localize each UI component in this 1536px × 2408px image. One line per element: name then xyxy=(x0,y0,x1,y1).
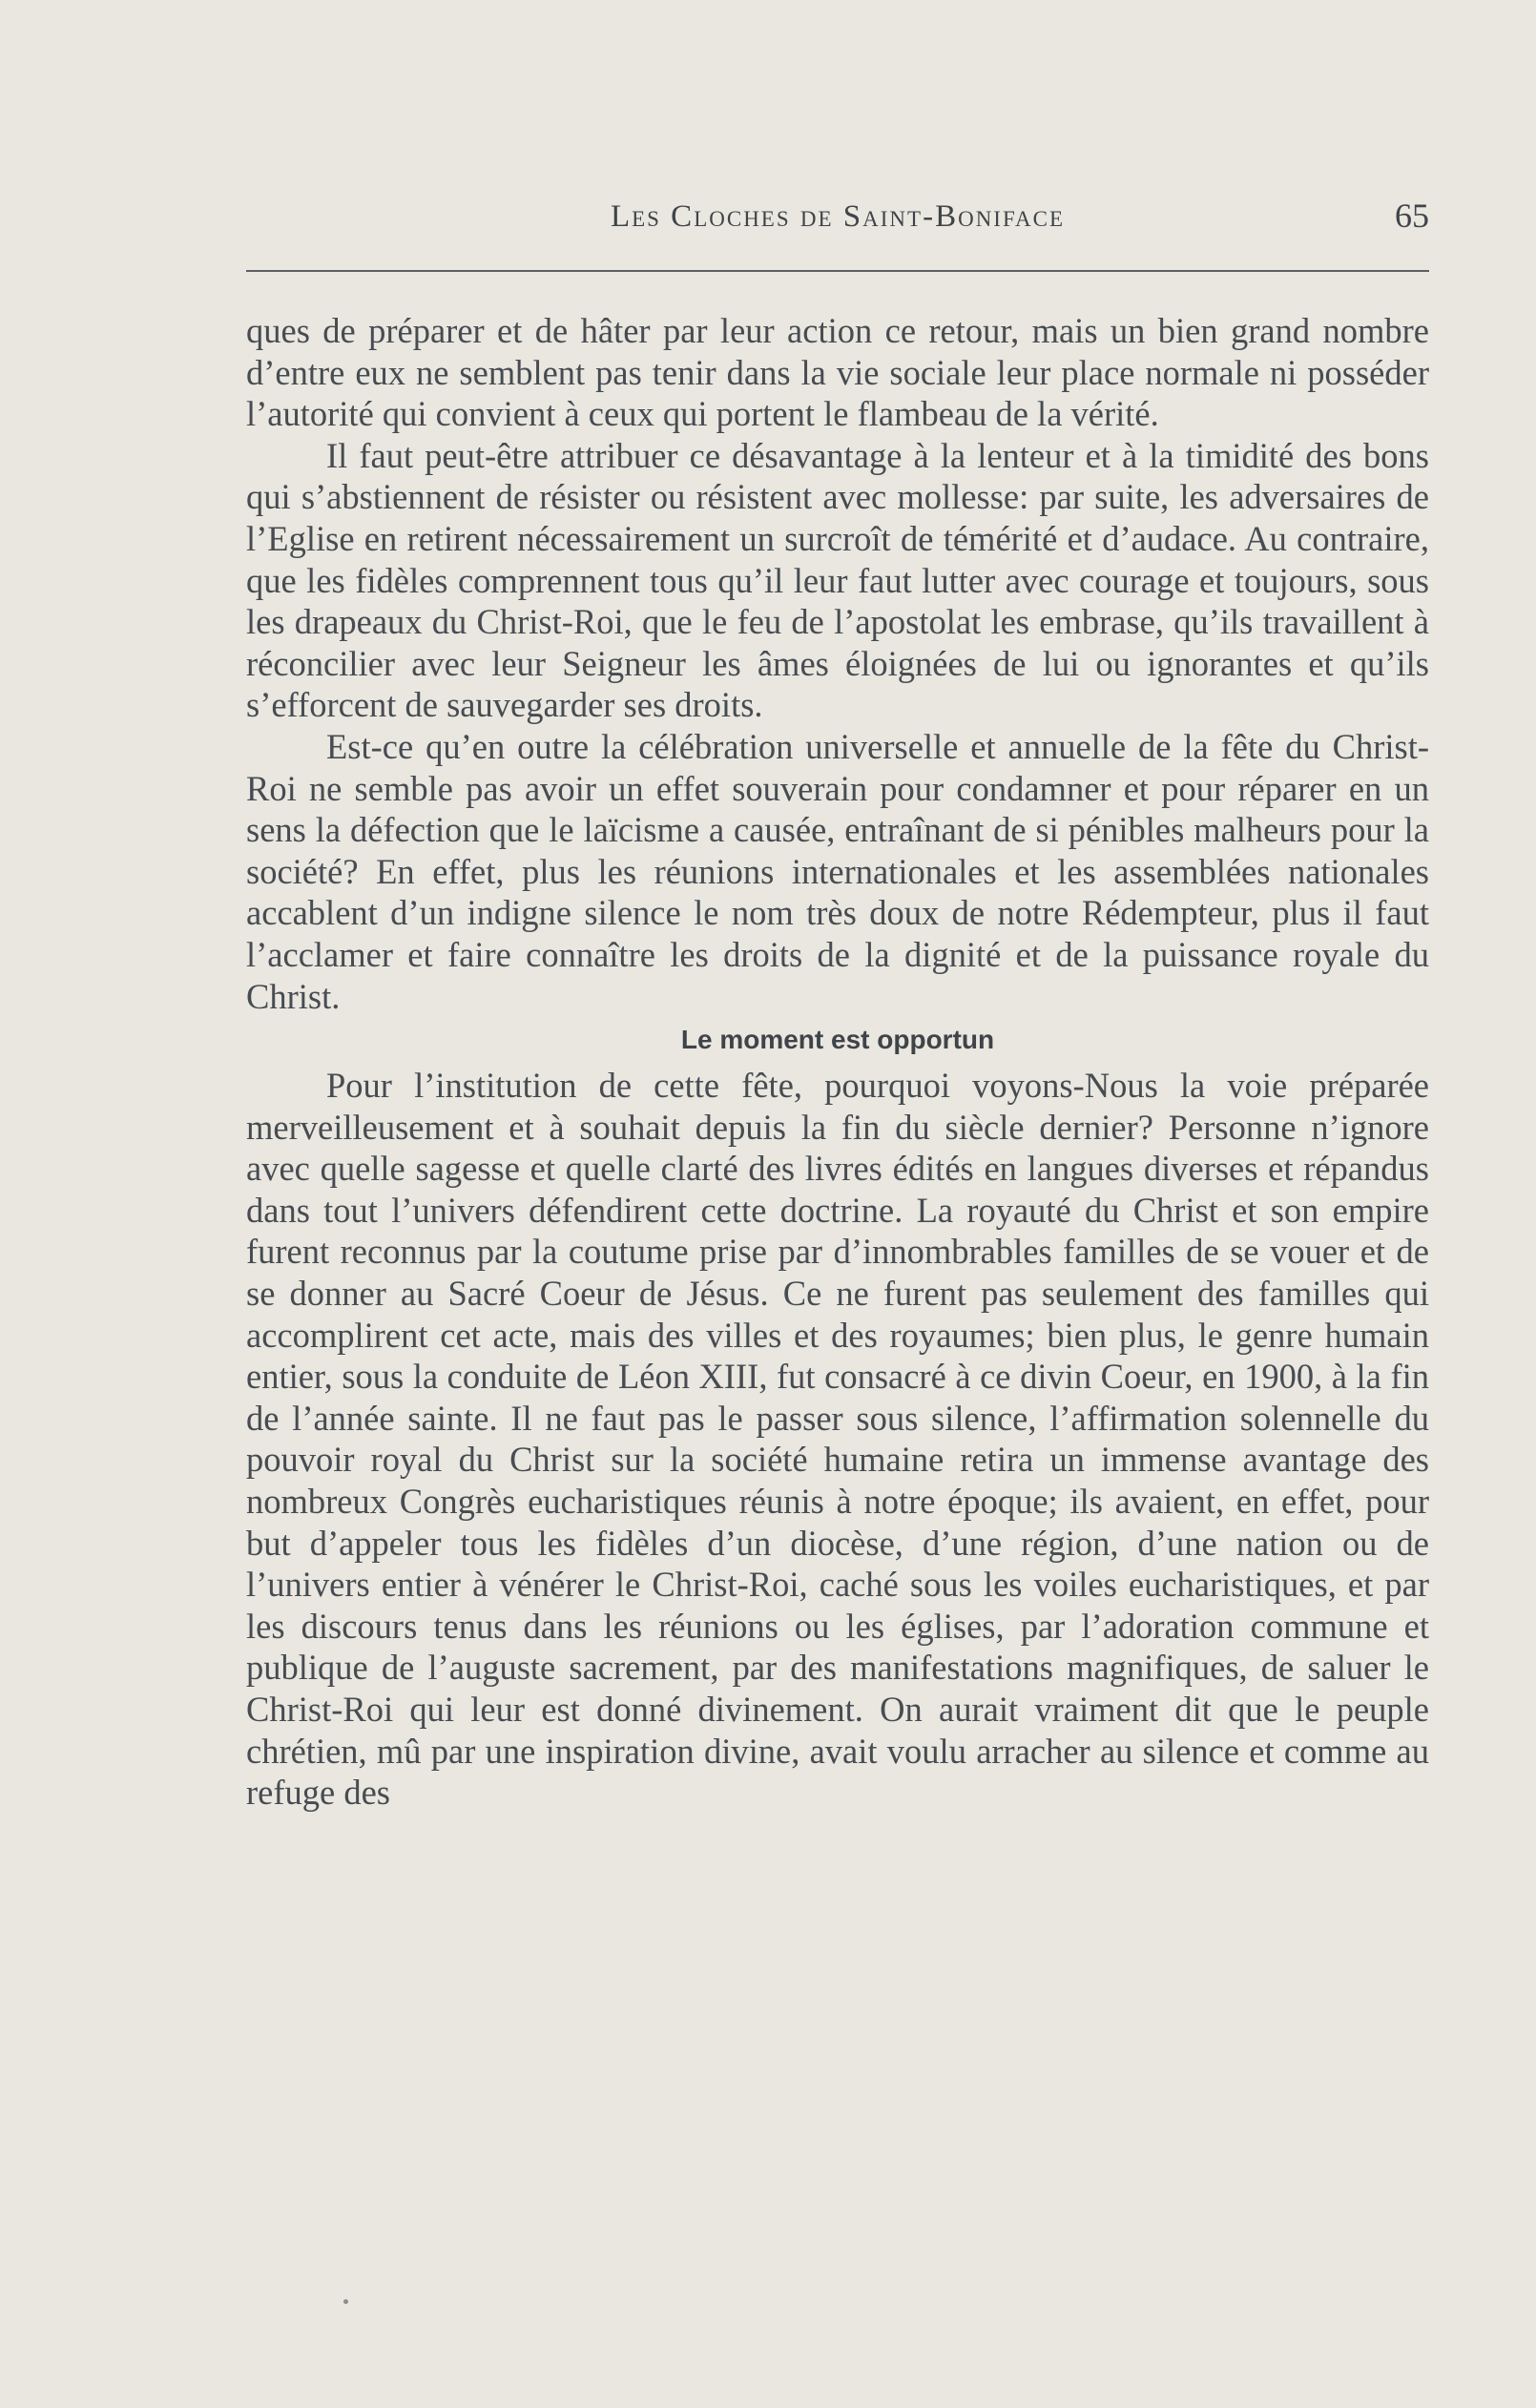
paragraph: ques de préparer et de hâter par leur action ce retour, mais un bien grand nombre d’entre eux ne semblent pas tenir dans la vie sociale leur place normale ni posséder l’autorité qui convient à ceux qui portent le flambeau de la vérité. xyxy=(246,311,1429,434)
paragraph: Est-ce qu’en outre la célébration universelle et annuelle de la fête du Christ-Roi ne semble pas avoir un effet souverain pour condamner et pour réparer en un sens la défection que le laïcisme a causée, entraînant de si pénibles malheurs pour la société? En effet, plus les réunions internationales et les assemblées nationales accablent d’un indigne silence le nom très doux de notre Rédempteur, plus il faut l’acclamer et faire connaître les droits de la dignité et de la puissance royale du Christ. xyxy=(246,726,1429,1016)
running-title: Les Cloches de Saint-Boniface xyxy=(610,199,1066,234)
paragraph: Pour l’institution de cette fête, pourquoi voyons-Nous la voie préparée merveilleusement et à souhait depuis la fin du siècle dernier? Personne n’ignore avec quelle sagesse et quelle clarté des livres édités en langues diverses et répandus dans tout l’univers défendirent cette doctrine. La royauté du Christ et son empire furent reconnus par la coutume prise par d’innombrables familles de se vouer et de se donner au Sacré Coeur de Jésus. Ce ne furent pas seulement des familles qui accomplirent cet acte, mais des villes et des royaumes; bien plus, le genre humain entier, sous la conduite de Léon XIII, fut consacré à ce divin Coeur, en 1900, à la fin de l’année sainte. Il ne faut pas le passer sous silence, l’affirmation solennelle du pouvoir royal du Christ sur la société humaine retira un immense avantage des nombreux Congrès eucharistiques réunis à notre époque; ils avaient, en effet, pour but d’appeler tous les fidèles d’un diocèse, d’une région, d’une nation ou de l’univers entier à vénérer le Christ-Roi, caché sous les voiles eucharistiques, et par les discours tenus dans les réunions ou les églises, par l’adoration commune et publique de l’auguste sacrement, par des manifestations magnifiques, de saluer le Christ-Roi qui leur est donné divinement. On aurait vraiment dit que le peuple chrétien, mû par une inspiration divine, avait voulu arracher au silence et comme au refuge des xyxy=(246,1066,1429,1813)
page-number: 65 xyxy=(1395,197,1429,235)
running-head xyxy=(246,196,1429,243)
body-text xyxy=(246,310,1429,1814)
paragraph: Il faut peut-être attribuer ce désavantage à la lenteur et à la timidité des bons qui s’abstiennent de résister ou résistent avec mollesse: par suite, les adversaires de l’Eglise en retirent nécessairement un surcroît de témérité et d’audace. Au contraire, que les fidèles comprennent tous qu’il leur faut lutter avec courage et toujours, sous les drapeaux du Christ-Roi, que le feu de l’apostolat les embrase, qu’ils travaillent à réconcilier avec leur Seigneur les âmes éloignées de lui ou ignorantes et qu’ils s’efforcent de sauvegarder ses droits. xyxy=(246,435,1429,725)
section-heading: Le moment est opportun xyxy=(680,1025,995,1055)
header-rule xyxy=(246,270,1429,272)
paper-speck xyxy=(343,2299,348,2304)
